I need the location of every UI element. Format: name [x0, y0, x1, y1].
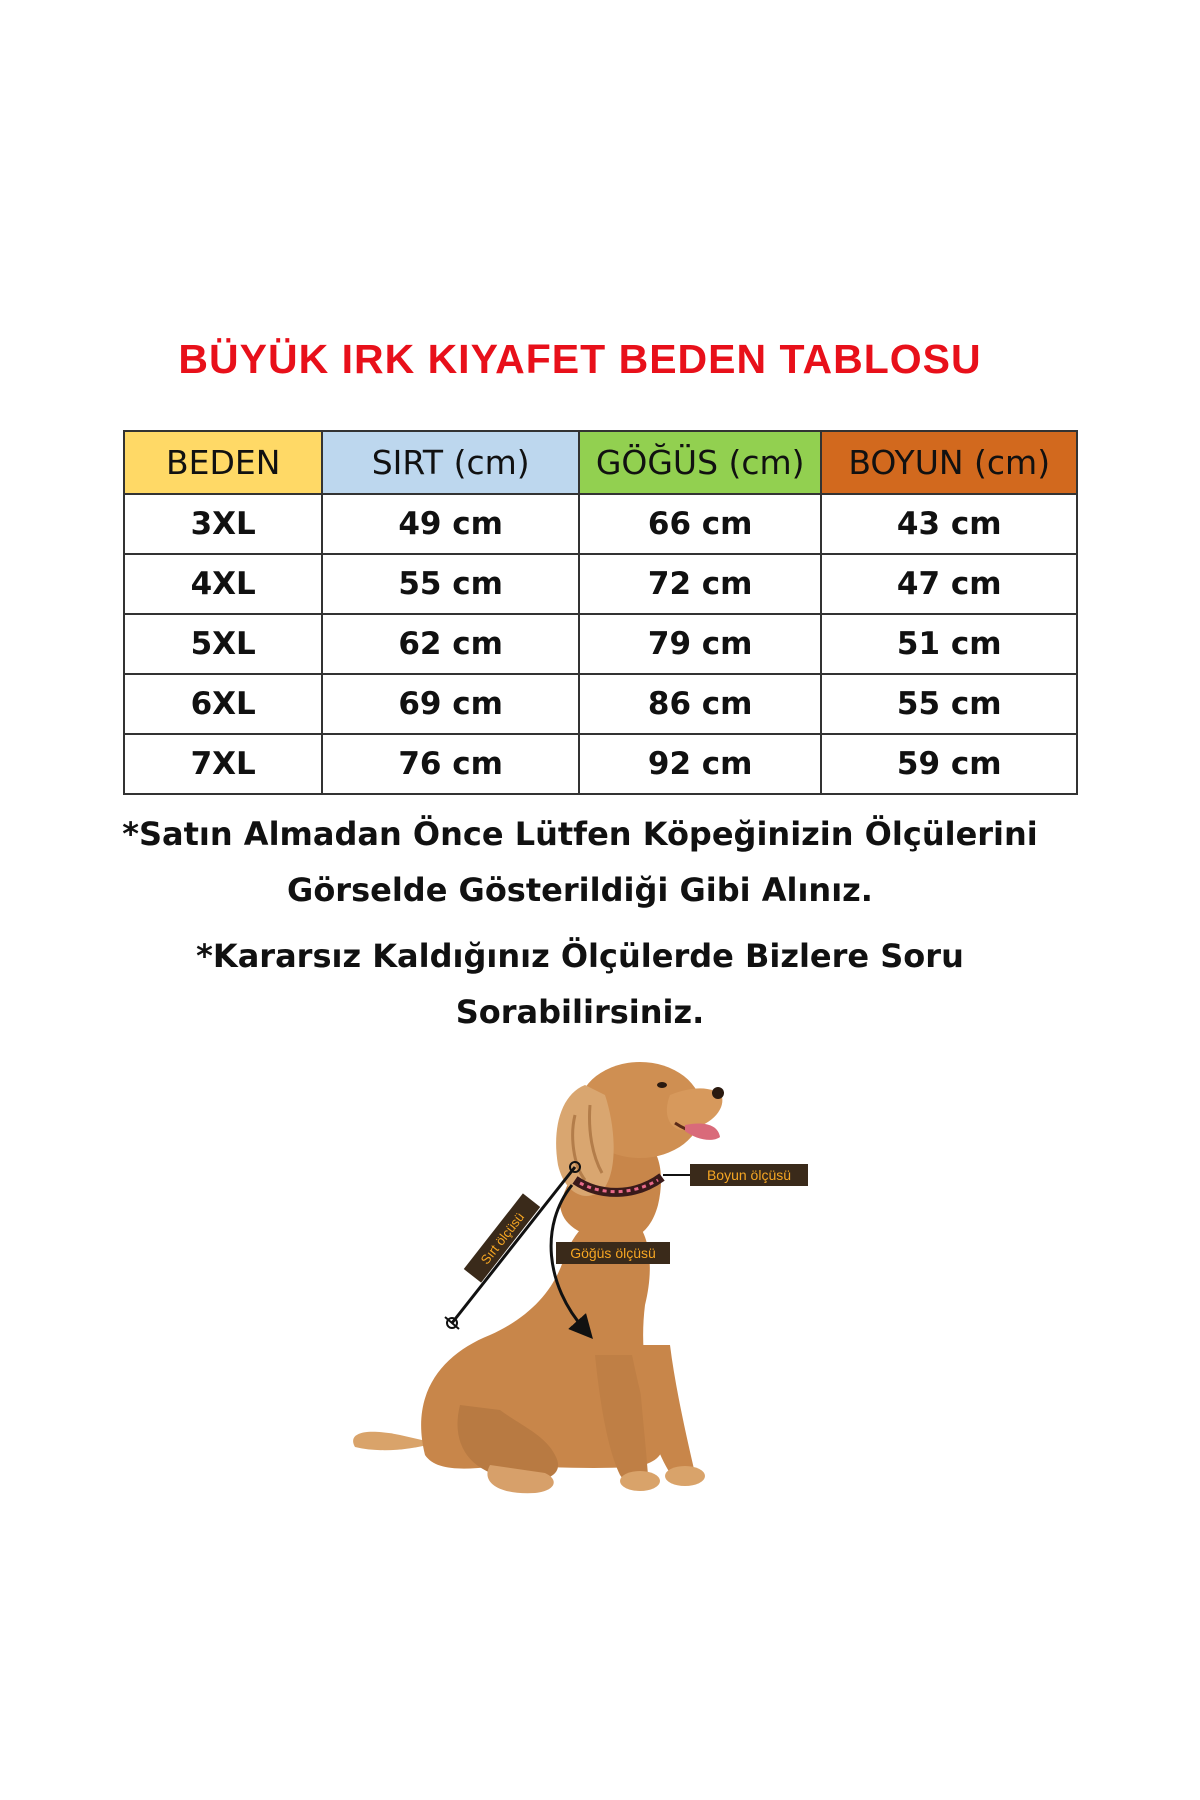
header-back: SIRT (cm) — [322, 431, 579, 494]
note-line: *Satın Almadan Önce Lütfen Köpeğinizin Ölçülerini — [122, 815, 1038, 853]
dog-body — [353, 1062, 724, 1493]
cell-size: 4XL — [124, 554, 322, 614]
table-row — [124, 734, 1077, 794]
page-title: BÜYÜK IRK KIYAFET BEDEN TABLOSU — [178, 336, 982, 382]
cell-chest: 66 cm — [579, 494, 822, 554]
table-row — [124, 554, 1077, 614]
cell-neck: 51 cm — [821, 614, 1077, 674]
back-label — [464, 1193, 540, 1282]
cell-neck: 59 cm — [821, 734, 1077, 794]
cell-neck: 55 cm — [821, 674, 1077, 734]
cell-chest: 92 cm — [579, 734, 822, 794]
table-row — [124, 674, 1077, 734]
cell-size: 3XL — [124, 494, 322, 554]
dog-measurement-illustration — [340, 1055, 860, 1515]
cell-chest: 86 cm — [579, 674, 822, 734]
question-note — [0, 928, 1160, 1040]
neck-label — [690, 1164, 808, 1186]
table-row — [124, 494, 1077, 554]
cell-chest: 72 cm — [579, 554, 822, 614]
cell-back: 62 cm — [322, 614, 579, 674]
table-row — [124, 614, 1077, 674]
svg-text:Göğüs ölçüsü: Göğüs ölçüsü — [570, 1245, 656, 1261]
note-line: *Kararsız Kaldığınız Ölçülerde Bizlere Soru — [196, 937, 964, 975]
cell-back: 55 cm — [322, 554, 579, 614]
chest-label — [556, 1242, 670, 1264]
cell-size: 7XL — [124, 734, 322, 794]
cell-back: 76 cm — [322, 734, 579, 794]
cell-size: 6XL — [124, 674, 322, 734]
cell-chest: 79 cm — [579, 614, 822, 674]
table-header-row — [124, 431, 1077, 494]
header-chest: GÖĞÜS (cm) — [579, 431, 822, 494]
measurement-note — [0, 806, 1160, 918]
svg-text:Sırt ölçüsü: Sırt ölçüsü — [477, 1209, 528, 1268]
cell-neck: 47 cm — [821, 554, 1077, 614]
cell-back: 49 cm — [322, 494, 579, 554]
size-chart-table — [123, 430, 1078, 795]
cell-back: 69 cm — [322, 674, 579, 734]
note-line: Sorabilirsiniz. — [455, 993, 705, 1031]
note-line: Görselde Gösterildiği Gibi Alınız. — [287, 871, 873, 909]
cell-size: 5XL — [124, 614, 322, 674]
cell-neck: 43 cm — [821, 494, 1077, 554]
header-size: BEDEN — [124, 431, 322, 494]
svg-text:Boyun ölçüsü: Boyun ölçüsü — [706, 1167, 792, 1183]
header-neck: BOYUN (cm) — [821, 431, 1077, 494]
